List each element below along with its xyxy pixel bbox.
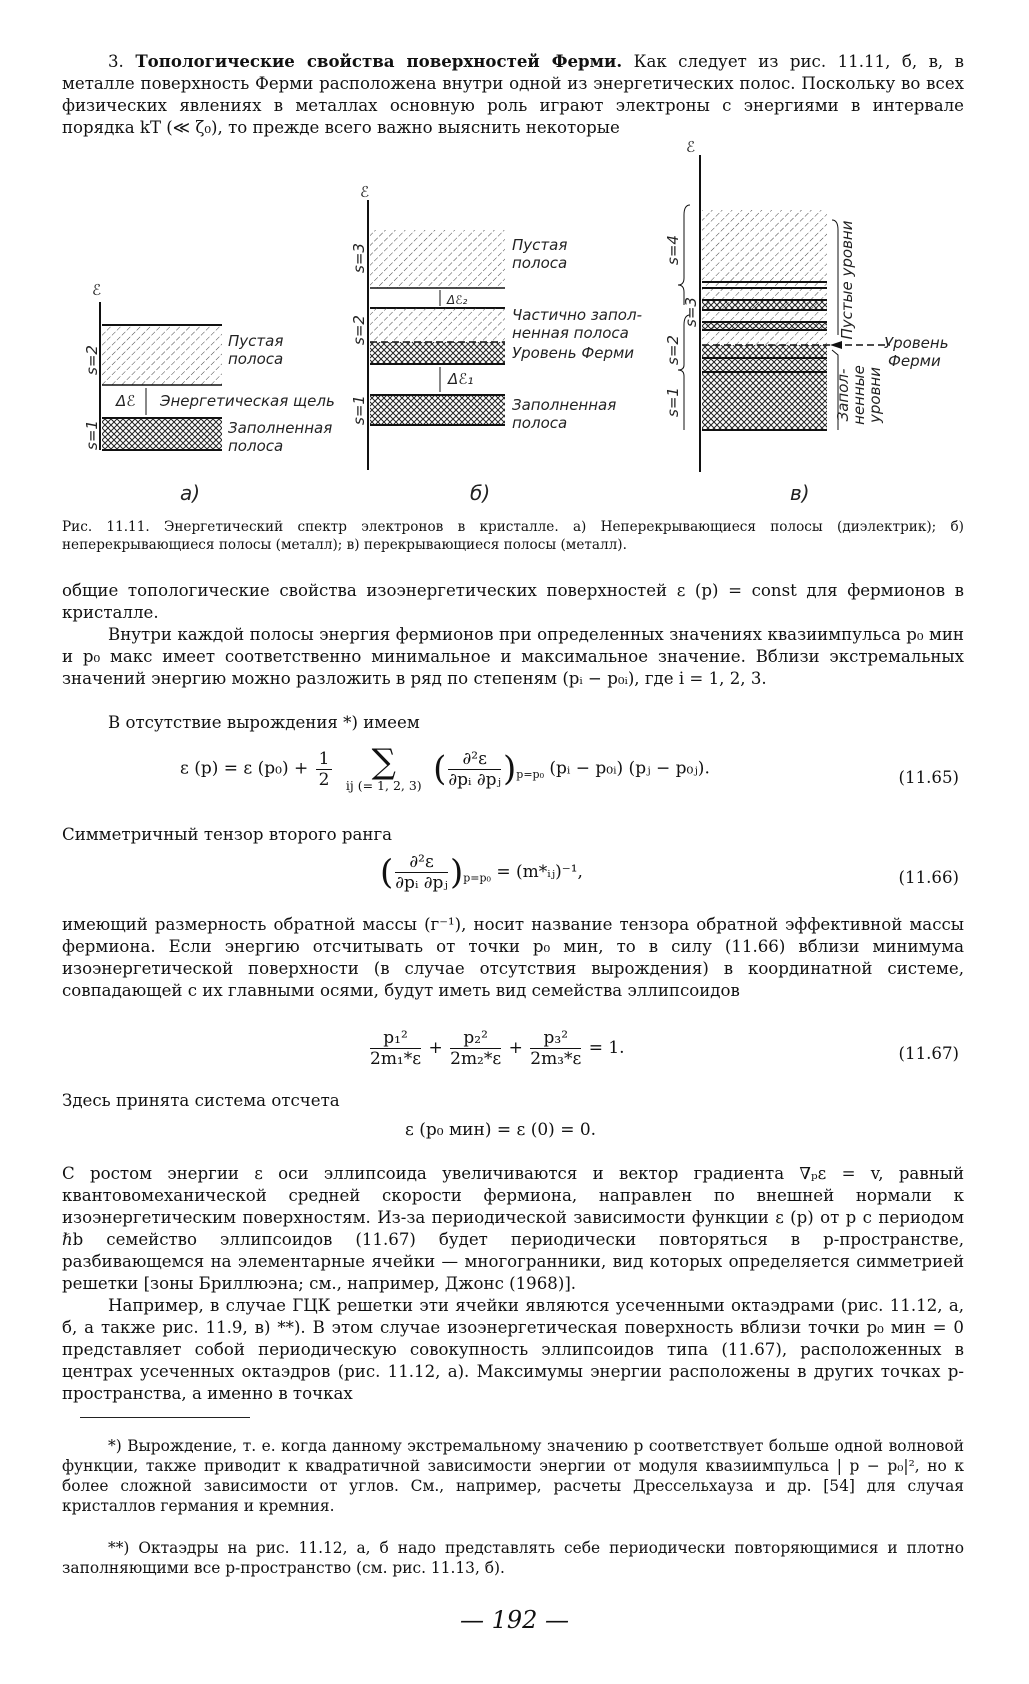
panel-b-empty-2: полоса: [512, 254, 568, 272]
equation-11-67: $\frac{\text{p₁²}}{\text{2m₁*ε}}$ + $\frac{\text{p₂²}}{\text{2m₂*ε}}$ + $\frac{\text{p₃²}}{\text{2m₃*ε}}$ = 1.: [370, 1028, 625, 1069]
equation-11-65: ε (p) = ε (p₀) + $\frac{1}{2}$ ∑ ij (= 1, 2, 3) ( $\frac{\text{∂²ε}}{\text{∂pᵢ ∂pⱼ}}$ )$_{p=p_0}$ (pᵢ − p₀ᵢ) (pⱼ − p₀ⱼ).: [180, 742, 710, 793]
panel-c-s4: s=4: [664, 235, 682, 265]
eq67-term-1: $\frac{\text{p₁²}}{\text{2m₁*ε}}$: [370, 1028, 422, 1069]
eq65-lhs: ε (p) = ε (p₀) +: [180, 758, 309, 779]
paragraph-4: Симметричный тензор второго ранга: [62, 825, 393, 844]
panel-b: [350, 183, 642, 505]
page-number: — 192 —: [459, 1606, 570, 1634]
footnote-divider: [80, 1417, 250, 1418]
axis-label-b: ℰ: [360, 183, 370, 201]
axis-label-a: ℰ: [92, 281, 102, 299]
panel-c-s3: s=3: [682, 297, 700, 327]
panel-c-fermi-1: Уровень: [884, 334, 949, 352]
eq67-term-2: $\frac{\text{p₂²}}{\text{2m₂*ε}}$: [450, 1028, 502, 1069]
panel-b-empty-1: Пустая: [512, 236, 568, 254]
panel-b-partial-1: Частично запол-: [512, 306, 642, 324]
eq65-rhs: (pᵢ − p₀ᵢ) (pⱼ − p₀ⱼ).: [549, 758, 710, 779]
eq67-number: (11.67): [898, 1044, 959, 1063]
eq65-half: $\frac{1}{2}$: [316, 749, 333, 790]
eq66-derivative: $\frac{\text{∂²ε}}{\text{∂pᵢ ∂pⱼ}}$: [395, 852, 448, 893]
paragraph-8: Например, в случае ГЦК решетки эти ячейки являются усеченными октаэдрами (рис. 11.12, а, б, а также рис. 11.9, в) **). В этом случае изоэнергетическая поверхность вблизи точки p₀ мин = 0 представляет собой периодическую совокупность эллипсоидов типа (11.67), расположенных в центрах усеченных октаэдров (рис. 11.12, а). Максимумы энергии расположены в других точках p-пространства, а именно в точках: [62, 1296, 964, 1403]
panel-b-s2: s=2: [350, 315, 368, 345]
eq66-number: (11.66): [898, 868, 959, 887]
eq65-sum: ∑ ij (= 1, 2, 3): [345, 742, 422, 793]
paragraph-1: общие топологические свойства изоэнергетических поверхностей ε (p) = const для фермионов в кристалле.: [62, 581, 964, 622]
panel-c-filled-2: ненные: [850, 365, 868, 425]
eq67-rhs: = 1.: [588, 1038, 625, 1058]
paragraph-2: Внутри каждой полосы энергия фермионов при определенных значениях квазиимпульса p₀ мин и p₀ макс имеет соответственно минимальное и максимальное значение. Вблизи экстремальных значений энергию можно разложить в ряд по степеням (pᵢ − p₀ᵢ), где i = 1, 2, 3.: [62, 625, 964, 688]
panel-b-filled-1: Заполненная: [512, 396, 617, 414]
panel-b-s3: s=3: [350, 243, 368, 273]
panel-a-filled-1: Заполненная: [228, 419, 333, 437]
panel-a: [83, 281, 335, 505]
panel-c-empty-levels: Пустые уровни: [838, 220, 856, 340]
panel-b-delta2: Δℰ₂: [447, 293, 468, 307]
eq65-number: (11.65): [898, 768, 959, 787]
intro-text: Как следует из рис. 11.11, б, в, в металле поверхность Ферми расположена внутри одной из энергетических полос. Поскольку во всех физических явлениях в металлах основную роль играют электроны с энергиями в интервале порядка kT (≪ ζ₀), то прежде всего важно выяснить некоторые: [62, 52, 965, 137]
eq66-at: p=p₀: [463, 871, 491, 885]
figure-caption: Рис. 11.11. Энергетический спектр электронов в кристалле. а) Неперекрывающиеся полосы (диэлектрик); б) неперекрывающиеся полосы (металл); в) перекрывающиеся полосы (металл).: [62, 519, 964, 553]
panel-a-letter: а): [180, 481, 201, 505]
panel-a-delta: Δℰ: [116, 392, 136, 410]
panel-c-filled-3: уровни: [866, 367, 884, 423]
panel-a-gap: Энергетическая щель: [160, 392, 335, 410]
panel-c-letter: в): [790, 481, 810, 505]
panel-b-letter: б): [470, 481, 491, 505]
panel-c-fermi-2: Ферми: [888, 352, 941, 370]
panel-b-fermi: Уровень Ферми: [512, 344, 635, 362]
panel-b-partial-2: ненная полоса: [512, 324, 629, 342]
eq65-at: p=p₀: [516, 767, 545, 781]
panel-b-filled-2: полоса: [512, 414, 568, 432]
panel-c-filled-1: Запол-: [834, 368, 852, 422]
axis-label-c: ℰ: [686, 140, 696, 156]
section-number: 3.: [108, 52, 124, 71]
panel-a-s2: s=2: [83, 345, 101, 375]
paragraph-3: В отсутствие вырождения *) имеем: [108, 713, 420, 732]
panel-c: [664, 140, 949, 505]
panel-b-s1: s=1: [350, 395, 368, 425]
panel-b-delta1: Δℰ₁: [448, 370, 474, 388]
panel-a-filled-2: полоса: [228, 437, 284, 455]
eq65-derivative: $\frac{\text{∂²ε}}{\text{∂pᵢ ∂pⱼ}}$: [448, 748, 502, 790]
panel-c-s2: s=2: [664, 335, 682, 365]
panel-a-empty-1: Пустая: [228, 332, 284, 350]
paragraph-6: Здесь принята система отсчета: [62, 1091, 340, 1110]
paragraph-7: С ростом энергии ε оси эллипсоида увеличиваются и вектор градиента ∇ₚε = v, равный квантовомеханической средней скорости фермиона, направлен по внешней нормали к изоэнергетическим поверхностям. Из-за периодической зависимости функции ε (p) от p с периодом ℏb семейство эллипсоидов (11.67) будет периодически повторяться в p-пространстве, разбивающемся на элементарные ячейки — многогранники, вид которых определяется симметрией решетки [зоны Бриллюэна; см., например, Джонс (1968)].: [62, 1164, 964, 1293]
equation-11-66: ( $\frac{\text{∂²ε}}{\text{∂pᵢ ∂pⱼ}}$ )$_{p=p_0}$ = (m*ᵢⱼ)⁻¹,: [380, 852, 583, 893]
footnote-1: *) Вырождение, т. е. когда данному экстремальному значению p соответствует больше одной волновой функции, также приводит к квадратичной зависимости энергии от модуля квазиимпульса | p − p₀|², но к более сложной зависимости от углов. См., например, расчеты Дрессельхауза и др. [54] для случая кристаллов германия и кремния.: [62, 1437, 964, 1515]
panel-a-s1: s=1: [83, 420, 101, 450]
paragraph-5: имеющий размерность обратной массы (г⁻¹), носит название тензора обратной эффективной массы фермиона. Если энергию отсчитывать от точки p₀ мин, то в силу (11.66) вблизи минимума изоэнергетической поверхности (в случае отсутствия вырождения) в координатной системе, совпадающей с их главными осями, будут иметь вид семейства эллипсоидов: [62, 915, 964, 1000]
panel-a-empty-2: полоса: [228, 350, 284, 368]
panel-c-s1: s=1: [664, 387, 682, 417]
eq66-rhs: = (m*ᵢⱼ)⁻¹,: [496, 862, 583, 882]
equation-reference-frame: ε (p₀ мин) = ε (0) = 0.: [405, 1120, 597, 1140]
eq67-term-3: $\frac{\text{p₃²}}{\text{2m₃*ε}}$: [530, 1028, 582, 1069]
section-title: Топологические свойства поверхностей Ферми.: [135, 51, 623, 71]
footnote-2: **) Октаэдры на рис. 11.12, а, б надо представлять себе периодически повторяющимися и плотно заполняющими все p-пространство (см. рис. 11.13, б).: [62, 1539, 964, 1577]
figure-11-11: [0, 140, 1029, 520]
section-intro: [62, 50, 964, 139]
